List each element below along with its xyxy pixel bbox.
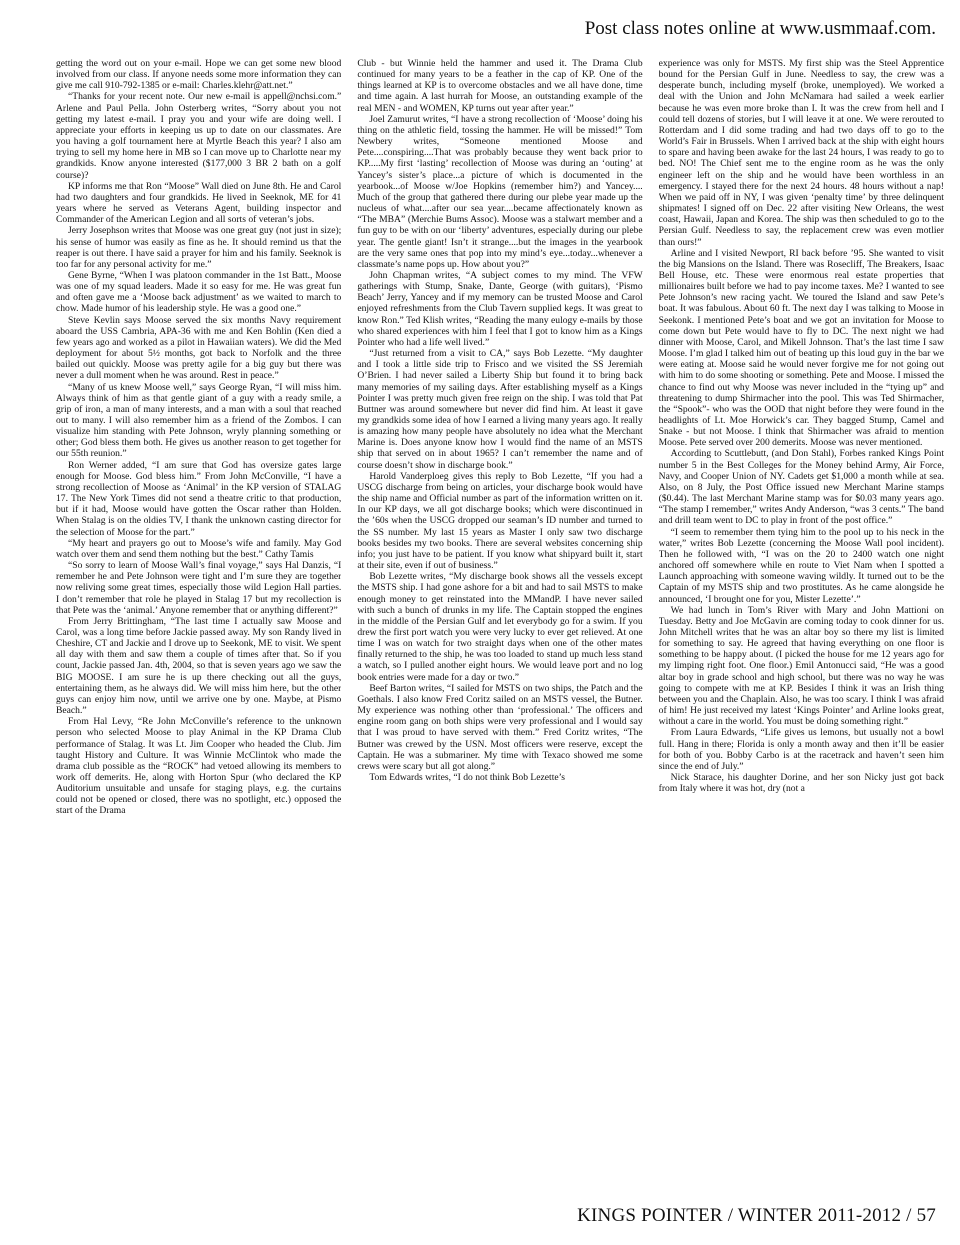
paragraph: “I seem to remember them tying him to the pool up to his neck in the water,” writes Bob Lezette (concerning the Moose Wall pool incident). Then he followed with, “I was on the 20 to 2400 watch one night anchored off somewhere while en route to Viet Nam when I spotted a Launch approaching with someone waving wildly. It turned out to be the Captain of my MSTS ship and two prostitutes. As he came alongside he announced, ‘I brought one for you, Mister Lezette’.” xyxy=(658,526,944,605)
paragraph: KP informs me that Ron “Moose” Wall died on June 8th. He and Carol had two daughters and four grandkids. He lived in Seeknok, ME for 41 years where he served as Veterans Agent, building inspector and Commander of the American Legion and all sorts of veteran’s jobs. xyxy=(56,180,342,226)
paragraph: From Jerry Brittingham, “The last time I actually saw Moose and Carol, was a long time before Jackie passed away. My son Randy lived in Cheshire, CT and Jackie and I drove up to Seekonk, ME to visit. We spent all day with them and saw them a couple of times after that. So if you count, Jackie passed Jan. 4th, 2004, so that is seven years ago we saw the BIG MOOSE. I am sure he is up there checking out all the guys, entertaining them, as he always did. We will miss him here, but the other guys can enjoy him now, until we arrive one by one. Maybe, at Pismo Beach.” xyxy=(56,615,342,717)
paragraph: Steve Kevlin says Moose served the six months Navy requirement aboard the USS Cambria, APA-36 with me and Ken Bohlin (Ken died a few years ago and worked as a pilot in Hawaiian waters). We did the Med deployment for about 5½ months, got back to Norfolk and the three bailed out quickly. Moose was pretty agile for a big guy but there was never a dull moment when he was around. Rest in peace.” xyxy=(56,314,342,382)
paragraph: John Chapman writes, “A subject comes to my mind. The VFW gatherings with Stump, Snake, Dante, George (with guitars), ‘Pismo Beach’ Jerry, Yancey and if my memory can be trusted Moose and Carol enjoyed refreshments from the Club Tavern supplied kegs. It was great to know Ron.” Ted Klish writes, “Reading the many eulogy e-mails by those who shared experiences with him I feel that I got to know him as a Kings Pointer who had a life well lived.” xyxy=(357,269,643,348)
paragraph: Nick Starace, his daughter Dorine, and her son Nicky just got back from Italy where it was hot, dry (not a xyxy=(658,772,944,795)
paragraph: We had lunch in Tom’s River with Mary and John Mattioni on Tuesday. Betty and Joe McGavin are coming today to cook dinner for us. John Mitchell writes that he was an altar boy so there my list is limited for something to say. He agreed that having everything on one floor is something to be happy about. (I picked the house for me 12 years ago for my limping right foot. One floor.) Emil Antonucci said, “He was a good altar boy in grade school and high school, but there was no way he was going to compete with me at KP. Besides I think it was an Irish thing between you and the Chaplain. Also, he was too scary. I think I was afraid of him! He just received my latest ‘Kings Pointer’ and Arline looks great, without a care in the world. You must be doing something right.” xyxy=(658,604,944,728)
column-left xyxy=(56,58,341,1206)
paragraph: Arline and I visited Newport, RI back before ’95. She wanted to visit the big Mansions on the Island. There was Rosecliff, The Breakers, Isaac Bell House, etc. These were enormous real estate properties that millionaires built before we had to pay income taxes. Me? I wanted to see Pete Johnson’s new racing yacht. We toured the Island and saw Pete’s boat. It was fabulous. About 60 ft. The next day I was talking to Moose in Seekonk. I mentioned Pete’s boat and we got an invitation for Moose to come down but Pete would have to fly to DC. The next night we had dinner with Moose, Carol, and Mikell Johnson. That’s the last time I saw Moose. I’m glad I talked him out of beating up this loud guy in the bar we were eating at. Moose said he would never forgive me for not going out with him to do some shooting or something. Pete and Moose. I missed the chance to find out why Moose was never included in the “tying up” and threatening to dump Shirmacher into the pool. This was Ted Shirmacher, the “Spook”- who was the OOD that night before they were found in the headlights of Lt. Moe Horwick’s car. They bagged Stump, Camel and Snake - but not Moose. I think that Shirmacher was afraid to mention Moose. Pete served over 200 demerits. Moose was never mentioned. xyxy=(658,247,944,449)
paragraph: Ron Werner added, “I am sure that God has oversize gates large enough for Moose. God bless him.” From John McConville, “I have a strong recollection of Moose as ‘Animal’ in the KP version of STALAG 17. The New York Times did not send a theatre critic to that production, but if it had, Moose would have gotten the Oscar rather than Holden. When Stalag is on the oldies TV, I thank the unknown casting director for the selection of Moose for the part.” xyxy=(56,459,342,538)
paragraph: getting the word out on your e-mail. Hope we can get some new blood involved from our class. If anyone needs some more information they can give me call 910-792-1385 or e-mail: Charles.klehr@att.net.” xyxy=(56,58,342,92)
paragraph: “My heart and prayers go out to Moose’s wife and family. May God watch over them and send them nothing but the best.” Cathy Tamis xyxy=(56,537,342,560)
page-footer: KINGS POINTER / WINTER 2011-2012 / 57 xyxy=(577,1205,936,1226)
paragraph: Bob Lezette writes, “My discharge book shows all the vessels except the MSTS ship. I had gone ashore for a bit and had to sail MSTS to make enough money to get reinstated into the MMandP. I have never sailed with such a bunch of drunks in my life. The Captain stopped the engines in the middle of the Persian Gulf and let everybody go for a swim. If you drew the first port watch you were very lucky to ever get relieved. At one time I was on watch for two straight days when one of the other mates finally returned to the ship, he was too loaded to stand up much less stand a watch, so I pulled another eight hours. We would leave port and no log book entries were made for a day or two.” xyxy=(357,571,643,683)
paragraph: From Laura Edwards, “Life gives us lemons, but usually not a bowl full. Hang in there; Florida is only a month away and then it’ll be easier for both of you. Bobby Carbo is at the racetrack and haven’t seen him since the end of July.” xyxy=(658,727,944,772)
class-notes-columns xyxy=(56,58,944,1206)
paragraph: Tom Edwards writes, “I do not think Bob Lezette’s xyxy=(369,772,566,783)
paragraph: experience was only for MSTS. My first ship was the Steel Apprentice bound for the Persian Gulf in June. Needless to say, the crew was a desperate bunch, including myself (broke, unemployed). We worked a deal with the Union and John McNamara had sailed a week earlier because he was even more broke than I. It was the crew from hell and I could tell dozens of stories, but I will leave it at one. We were rerouted to Rotterdam and I did some trading and had two days off to go to the World’s Fair in Brussels. When I arrived back at the ship with eight hours to spare and having been awake for the last 24 hours, I was ready to go to bed. NO! The Chief sent me to the engine room as he was the only engineer left on the ship and he would have been worthless in an emergency. I stayed there for the next 24 hours. 48 hours without a nap! When we paid off in NY, I was given ‘penalty time’ by three delinquent shipmates! I signed off on Dec. 22 after visiting New Orleans, the west coast, Hawaii, Japan and Korea. The ship was then scheduled to go to the Persian Gulf. Needless to say, the replacement crew was even motlier than ours!” xyxy=(658,58,944,248)
paragraph: Beef Barton writes, “I sailed for MSTS on two ships, the Patch and the Goethals. I also know Fred Coritz sailed on an MSTS vessel, the Butner. My experience was nothing other than ‘professional.’ The officers and engine room gang on both ships were very professional and I would say that I was proud to have served with them.” Fred Coritz writes, “The Butner was crewed by the USN. Most officers were reserve, except the Captain. He was a submariner. My time with Texaco showed me some crews were scary but all got along.” xyxy=(357,682,643,772)
column-right xyxy=(659,58,944,1206)
paragraph: According to Scuttlebutt, (and Don Stahl), Forbes ranked Kings Point number 5 in the Best Colleges for the Money behind Army, Air Force, Navy, and Cooper Union of NY. Cadets get $1,000 a month while at sea. Also, on 8 July, the Post Office issued new Merchant Marine stamps ($0.44). The last Merchant Marine stamp was for $0.03 many years ago. “The stamp I remember,” writes Andy Anderson, “was 3 cents.” The band and drill team went to DC to play in front of the post office.” xyxy=(658,448,944,527)
paragraph: Jerry Josephson writes that Moose was one great guy (not just in size); his sense of humor was easily as fine as he. It should remind us that the reaper is out there. I have said a prayer for him and his family. Seeknok is too far for any personal activity for me.” xyxy=(56,225,342,270)
paragraph: Gene Byrne, “When I was platoon commander in the 1st Batt., Moose was one of my squad leaders. Made it so easy for me. He was great fun and often gave me a ‘Moose back adjustment’ as we waited to march to chow. Made humor of his leadership style. He was a good one.” xyxy=(56,269,342,315)
paragraph: Harold Vanderploeg gives this reply to Bob Lezette, “If you had a USCG discharge from being on articles, your discharge book would have the ship name and Official number as part of the information written on it. In our KP days, we all got discharge books; which were discontinued in the ’60s when the USCG dropped our seaman’s ID number and turned to the SS number. My last 15 years as Master I only saw two discharge books besides my two books. There are several websites concerning ship info; you just have to be patient. If you know what shipyard built it, start at their site, even if out of business.” xyxy=(357,470,643,572)
paragraph: Club - but Winnie held the hammer and used it. The Drama Club continued for many years to be a feather in the cap of KP. One of the things learned at KP is to overcome obstacles and we all have done, time and time again. A last hurrah for Moose, an outstanding example of the real MEN - and WOMEN, KP turns out year after year.” xyxy=(357,58,643,114)
paragraph: “Many of us knew Moose well,” says George Ryan, “I will miss him. Always think of him as that gentle giant of a guy with a ready smile, a grip of iron, a man of many interests, and a man with a soul that reached out to many. I will also remember him as a friend of the Zombos. I can visualize him standing with Pete Johnson, wryly planning something or other; God bless them both. He gives us another reason to get together for our 55th reunion.” xyxy=(56,381,342,460)
paragraph: “Just returned from a visit to CA,” says Bob Lezette. “My daughter and I took a little side trip to Frisco and we visited the SS Jeremiah O’Brien. I had never sailed a Liberty Ship but found it to bring back many memories of my sailing days. After establishing myself as a Kings Pointer I was pretty much given free reign on the ship. I was told that Pat Buttner was around somewhere but never did find him. At least it gave my grandkids some idea of how I earned a living many years ago. It really is amazing how many people have absolutely no idea what the Merchant Marine is. Does anyone know how I would find the name of an MSTS ship that served on in about 1965? I can’t remember the name and of course doesn’t show in discharge book.” xyxy=(357,348,643,471)
paragraph: From Hal Levy, “Re John McConville’s reference to the unknown person who selected Moose to play Animal in the KP Drama Club performance of Stalag. It was Lt. Jim Cooper who headed the Club. Jim taught History and Culture. It was Winnie McClintok who made the drama club possible as the “ROCK” had vetoed allowing its members to work off demerits. He, along with Horton Spur (who declared the KP Auditorium unsuitable and unsafe for staging plays, e.g. the curtains could not be opened or closed, there was no spotlight, etc.) opposed the start of the Drama xyxy=(56,716,342,817)
column-middle xyxy=(357,58,642,1206)
paragraph: “So sorry to learn of Moose Wall’s final voyage,” says Hal Danzis, “I remember he and Pete Johnson were tight and I’m sure they are together now reliving some great times, especially those wild Legion Hall parties. I don’t remember that role he played in Stalag 17 but my recollection is that Pete was the ‘animal.’ Anyone remember that or anything different?” xyxy=(56,560,342,616)
paragraph: Joel Zamurut writes, “I have a strong recollection of ‘Moose’ doing his thing on the athletic field, tossing the hammer. He will be missed!” Tom Newbery writes, “Someone mentioned Moose and Pete....conspiring....That was probably because they went back prior to KP.....My first ‘lasting’ recollection of Moose was during an ‘outing’ at Yancey’s sister’s place...a picture of which is documented in the yearbook...of Moose w/Joe Hopkins (remember him?) and Yancey.... Much of the group that gathered there during our plebe year made up the nucleus of what....after our sea year....became affectionately known as “The MBA” (Merchie Bums Assoc). Moose was a stalwart member and a fun guy to be with on our ‘liberty’ adventures, especially during our plebe year. The gentle giant! Isn’t it strange....but the images in the yearbook are the very same ones that pop into my mind’s eye...today...whenever a classmate’s name pops up. How about you?” xyxy=(357,113,643,270)
paragraph: “Thanks for your recent note. Our new e-mail is appell@nchsi.com.” Arlene and Paul Pella. John Osterberg writes, “Sorry about you not getting my latest e-mail. I pray you and your wife are doing well. I appreciate your efforts in keeping us up to date on our classmates. Are you having a golf tournament here at Myrtle Beach this year? I also am trying to sell my home here in MB so I can move up to Charlotte near my grandkids. Know anyone interested ($177,000 3 BR 2 bath on a golf course)? xyxy=(56,91,342,181)
header-note: Post class notes online at www.usmmaaf.com. xyxy=(584,18,936,39)
